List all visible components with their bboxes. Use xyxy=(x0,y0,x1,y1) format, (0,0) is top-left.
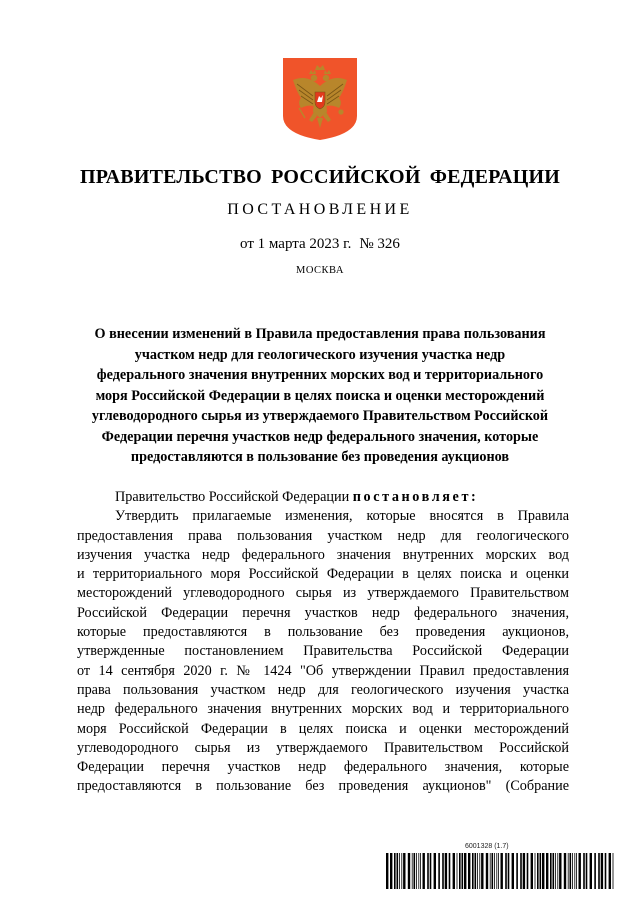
document-body xyxy=(77,488,569,797)
document-type: ПОСТАНОВЛЕНИЕ xyxy=(227,201,413,218)
subject-line: О внесении изменений в Правила предоставления права пользования xyxy=(94,326,546,342)
barcode-icon xyxy=(385,853,617,889)
document-city: МОСКВА xyxy=(296,265,344,276)
barcode-code: 6001328 (1.7) xyxy=(465,843,509,850)
subject-line: федерального значения внутренних морских вод и территориального xyxy=(96,367,544,383)
body-line: Утвердить прилагаемые изменения, которые вносятся в Правила xyxy=(115,508,569,525)
body-line: недр федерального значения внутренних морских вод и территориального xyxy=(77,701,569,718)
subject-line: Федерации перечня участков недр федерального значения, которые xyxy=(101,428,539,445)
body-line: утвержденные постановлением Правительства Российской Федерации xyxy=(77,643,569,660)
document-subject xyxy=(72,324,568,468)
subject-line: предоставляются в пользование без проведения аукционов xyxy=(130,449,510,465)
body-intro-emphasis: постановляет: xyxy=(352,489,479,505)
body-line: от 14 сентября 2020 г. № 1424 "Об утверждении Правил предоставления xyxy=(77,662,569,679)
body-line: и территориального моря Российской Федерации в целях поиска и оценки xyxy=(77,566,569,583)
body-line: Российской Федерации перечня участков недр федерального значения, xyxy=(77,604,569,621)
subject-line: моря Российской Федерации в целях поиска и оценки месторождений xyxy=(95,387,545,404)
body-line: изучения участка недр федерального значения внутренних морских вод xyxy=(77,546,569,563)
body-line: предоставления права пользования участком недр для геологического xyxy=(77,527,569,544)
body-line: Федерации перечня участков недр федерального значения, которые xyxy=(77,759,569,776)
state-emblem-icon xyxy=(281,56,359,142)
body-intro-line xyxy=(77,488,569,507)
barcode xyxy=(385,843,617,889)
document-date: от 1 марта 2023 г. xyxy=(240,236,352,252)
document-date-line xyxy=(0,236,640,253)
subject-line: углеводородного сырья из утверждаемого Правительством Российской xyxy=(91,408,549,424)
body-line: предоставляются в пользование без проведения аукционов" (Собрание xyxy=(77,778,569,795)
subject-line: участком недр для геологического изучения участка недр xyxy=(134,346,506,363)
document-number: № 326 xyxy=(359,236,400,252)
body-line: которые предоставляются в пользование без проведения аукционов, xyxy=(77,624,569,641)
body-intro: Правительство Российской Федерации xyxy=(115,489,350,505)
body-line: углеводородного сырья из утверждаемого Правительством Российской xyxy=(77,739,569,756)
organization-title: ПРАВИТЕЛЬСТВО РОССИЙСКОЙ ФЕДЕРАЦИИ xyxy=(80,166,560,188)
body-line: месторождений углеводородного сырья из утверждаемого Правительством xyxy=(77,585,569,602)
body-line: моря Российской Федерации в целях поиска и оценки месторождений xyxy=(77,720,569,737)
body-line: права пользования участком недр для геологического изучения участка xyxy=(77,681,569,698)
